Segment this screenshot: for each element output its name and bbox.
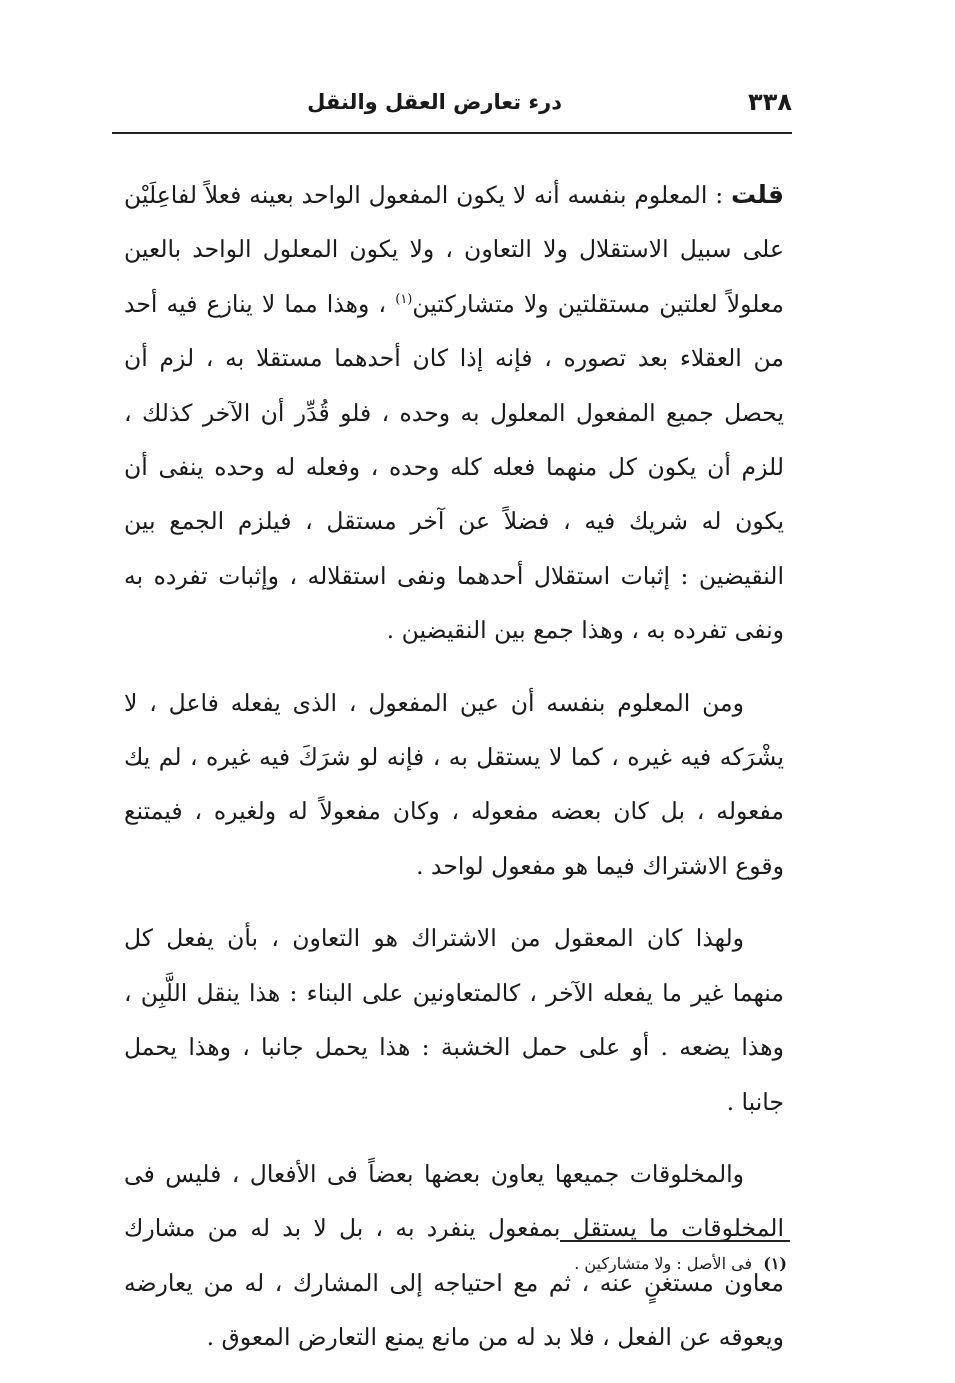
paragraph-2: ومن المعلوم بنفسه أن عين المفعول ، الذى يفعله فاعل ، لا يشْرَكه فيه غيره ، كما لا يستقل به ، فإنه لو شرَكَ فيه غيره ، لم يك مفعوله ، بل كان بعضه مفعوله ، وكان مفعولاً له ولغيره ، فيمتنع وقوع الاشتراك فيما هو مفعول لواحد . (124, 688, 784, 880)
footnote-divider (560, 1240, 790, 1242)
paragraph-3: ولهذا كان المعقول من الاشتراك هو التعاون ، بأن يفعل كل منهما غير ما يفعله الآخر ، كالمتعاونين على البناء : هذا ينقل اللَّبِن ، وهذا يضعه . أو على حمل الخشبة : هذا يحمل جانبا ، وهذا يحمل جانبا . (124, 924, 784, 1116)
footnote-marker: (١) (763, 1254, 787, 1273)
paragraph-1 (124, 168, 784, 658)
page-header (112, 88, 792, 128)
header-divider (112, 132, 792, 134)
paragraph-1-tail: ، وهذا مما لا ينازع فيه أحد من العقلاء بعد تصوره ، فإنه إذا كان أحدهما مستقلا به ، لزم أن يحصل جميع المفعول المعلول به وحده ، فلو قُدِّر أن الآخر كذلك ، للزم أن يكون كل منهما فعله كله وحده ، وفعله له وحده ينفى أن يكون له شريك فيه ، فضلاً عن آخر مستقل ، فيلزم الجمع بين النقيضين : إثبات استقلال أحدهما ونفى استقلاله ، وإثبات تفرده به ونفى تفرده به ، وهذا جمع بين النقيضين . (124, 289, 784, 645)
footnote-text: فى الأصل : ولا متشاركين . (574, 1254, 753, 1273)
footnote-reference: (١) (395, 291, 413, 307)
footnote (574, 1254, 787, 1273)
paragraph-4: والمخلوقات جميعها يعاون بعضها بعضاً فى الأفعال ، فليس فى المخلوقات ما يستقل بمفعول ينفرد به ، بل لا بد له من مشارك معاون مستغنٍ عنه ، ثم مع احتياجه إلى المشارك ، له من يعارضه ويعوقه عن الفعل ، فلا بد له من مانع يمنع التعارض المعوق . (124, 1159, 784, 1352)
paragraph-1-text: : المعلوم بنفسه أنه لا يكون المفعول الواحد بعينه فعلاً لفاعِلَيْن على سبيل الاستقلال ولا التعاون ، ولا يكون المعلول الواحد بالعين معلولاً لعلتين مستقلتين ولا متشاركتين (124, 181, 784, 318)
lead-word: قلت (730, 180, 784, 209)
page-number: ٣٣٨ (748, 88, 792, 116)
running-title: درء تعارض العقل والنقل (307, 90, 562, 114)
main-text (124, 168, 784, 1383)
